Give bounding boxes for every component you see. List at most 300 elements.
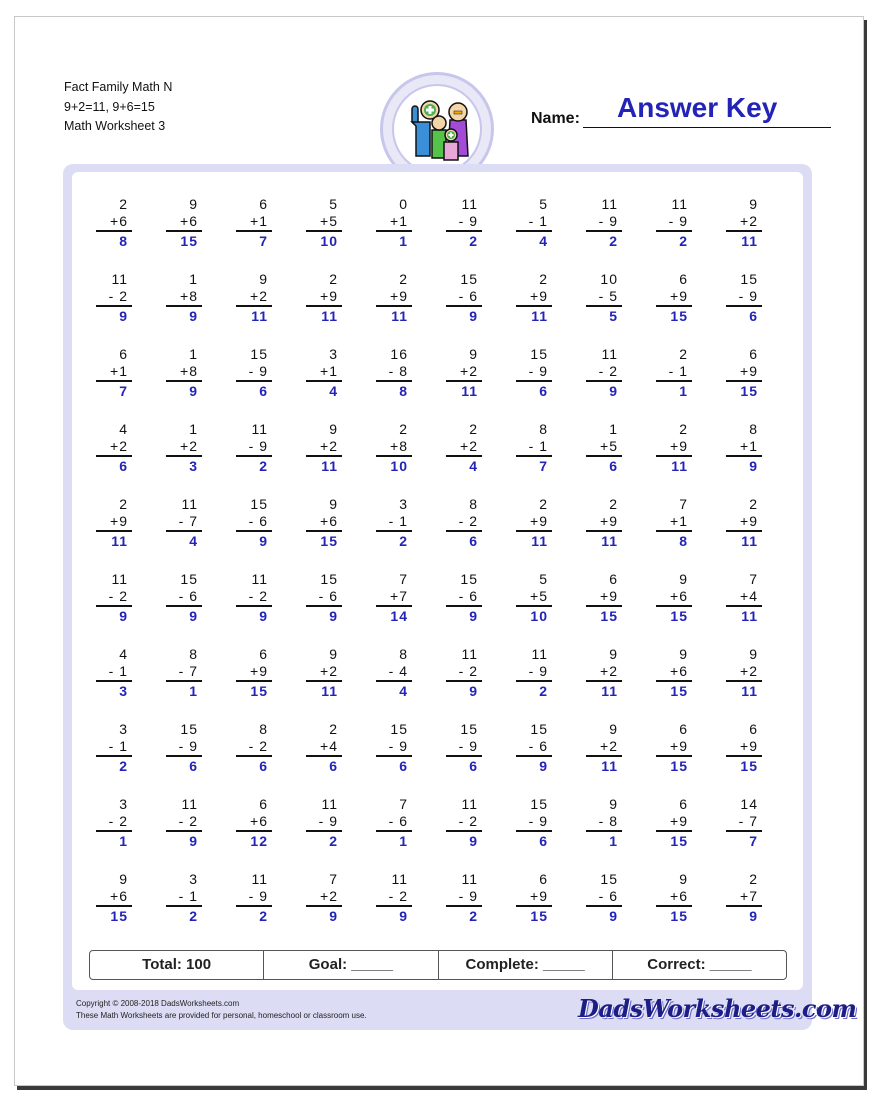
problem-rule	[726, 455, 762, 457]
problem-operator-number: +9	[250, 663, 268, 679]
problem-top-number: 2	[539, 271, 548, 287]
problem	[428, 721, 488, 779]
problem-top-number: 15	[460, 571, 478, 587]
problem-operator-number: - 9	[248, 888, 268, 904]
problem-top-number: 15	[530, 721, 548, 737]
problem	[708, 196, 768, 254]
problem-top-number: 15	[180, 721, 198, 737]
problem-answer: 6	[189, 758, 198, 774]
problem-top-number: 11	[181, 796, 198, 812]
problem-rule	[236, 830, 272, 832]
problem-row	[78, 571, 798, 631]
problem	[78, 196, 138, 254]
problem-operator-number: - 7	[738, 813, 758, 829]
problem	[428, 796, 488, 854]
problem-operator-number: +8	[390, 438, 408, 454]
problem-top-number: 11	[601, 196, 618, 212]
problem	[288, 271, 348, 329]
problem-rule	[236, 530, 272, 532]
problem-top-number: 9	[609, 796, 618, 812]
problem-operator-number: - 1	[108, 738, 128, 754]
problem-top-number: 2	[679, 421, 688, 437]
problem-operator-number: - 9	[248, 438, 268, 454]
problem	[358, 721, 418, 779]
problem-answer: 2	[399, 533, 408, 549]
problem-answer: 1	[679, 383, 688, 399]
problem-operator-number: - 8	[388, 363, 408, 379]
problem-answer: 15	[740, 383, 758, 399]
problem	[288, 496, 348, 554]
problem-answer: 9	[469, 308, 478, 324]
problem-top-number: 11	[111, 271, 128, 287]
problem-top-number: 1	[189, 421, 198, 437]
problem-top-number: 11	[531, 646, 548, 662]
problem-answer: 9	[469, 833, 478, 849]
problem	[288, 196, 348, 254]
problem	[428, 346, 488, 404]
problem-operator-number: +9	[530, 513, 548, 529]
problem-top-number: 2	[539, 496, 548, 512]
worksheet-number: Math Worksheet 3	[64, 119, 166, 133]
problem-top-number: 7	[399, 796, 408, 812]
problem-top-number: 3	[119, 721, 128, 737]
problem-top-number: 9	[609, 646, 618, 662]
problem-operator-number: - 8	[598, 813, 618, 829]
problem-rule	[656, 380, 692, 382]
problem-answer: 9	[469, 683, 478, 699]
problem-top-number: 2	[329, 271, 338, 287]
problem-operator-number: +9	[670, 813, 688, 829]
problem	[148, 346, 208, 404]
problem-top-number: 6	[539, 871, 548, 887]
problem-operator-number: +5	[320, 213, 338, 229]
problem-top-number: 9	[259, 271, 268, 287]
problem-top-number: 6	[259, 196, 268, 212]
problem-operator-number: - 9	[738, 288, 758, 304]
problem-top-number: 15	[530, 796, 548, 812]
problem-answer: 6	[329, 758, 338, 774]
problem-rule	[166, 455, 202, 457]
problem-top-number: 2	[749, 871, 758, 887]
brand-logo: DadsWorksheets.com	[578, 994, 857, 1023]
problem-rule	[306, 455, 342, 457]
problem	[148, 646, 208, 704]
problem-answer: 1	[189, 683, 198, 699]
problem-answer: 4	[189, 533, 198, 549]
problem-rule	[656, 455, 692, 457]
problem-operator-number: +9	[600, 588, 618, 604]
problem-row	[78, 346, 798, 406]
problem	[498, 421, 558, 479]
problem-answer: 2	[469, 233, 478, 249]
problem	[428, 196, 488, 254]
problem-row	[78, 196, 798, 256]
problem	[498, 346, 558, 404]
problem-answer: 11	[741, 533, 758, 549]
problem-operator-number: +1	[320, 363, 338, 379]
problem-top-number: 9	[329, 421, 338, 437]
problem-answer: 2	[469, 908, 478, 924]
problem-answer: 15	[670, 908, 688, 924]
problem-rule	[726, 830, 762, 832]
problem-operator-number: +6	[110, 213, 128, 229]
problem-operator-number: - 9	[458, 738, 478, 754]
problem-operator-number: - 2	[248, 588, 268, 604]
problem-operator-number: +6	[320, 513, 338, 529]
problem-answer: 9	[609, 908, 618, 924]
problem	[638, 496, 698, 554]
problem-rule	[376, 680, 412, 682]
problem-operator-number: - 2	[458, 513, 478, 529]
problem-answer: 11	[531, 533, 548, 549]
problem-answer: 9	[609, 383, 618, 399]
problem-rule	[96, 830, 132, 832]
problem-answer: 11	[741, 683, 758, 699]
problem-operator-number: +2	[110, 438, 128, 454]
problem-operator-number: - 2	[598, 363, 618, 379]
problem-rule	[96, 530, 132, 532]
problem-operator-number: +9	[740, 513, 758, 529]
problem-operator-number: - 9	[458, 888, 478, 904]
problem	[218, 421, 278, 479]
problem-operator-number: +5	[600, 438, 618, 454]
problem-operator-number: - 9	[318, 813, 338, 829]
problem-operator-number: - 2	[108, 288, 128, 304]
problem	[78, 346, 138, 404]
problem	[148, 271, 208, 329]
problem-answer: 4	[329, 383, 338, 399]
problem-operator-number: +6	[180, 213, 198, 229]
problem-operator-number: +2	[740, 663, 758, 679]
problem-top-number: 6	[749, 721, 758, 737]
problem-operator-number: - 2	[108, 813, 128, 829]
problem-operator-number: +9	[740, 363, 758, 379]
problem-top-number: 3	[329, 346, 338, 362]
problem	[498, 271, 558, 329]
problem-rule	[516, 305, 552, 307]
problem-answer: 7	[259, 233, 268, 249]
problem-operator-number: - 5	[598, 288, 618, 304]
problem-answer: 12	[250, 833, 268, 849]
problem	[568, 421, 628, 479]
problem-top-number: 11	[461, 646, 478, 662]
problem	[288, 421, 348, 479]
problem-top-number: 15	[180, 571, 198, 587]
problem-answer: 15	[110, 908, 128, 924]
problem-answer: 9	[749, 458, 758, 474]
problem	[148, 796, 208, 854]
problem-rule	[656, 905, 692, 907]
problem-rule	[236, 605, 272, 607]
problem-operator-number: - 2	[388, 888, 408, 904]
problem-top-number: 11	[251, 421, 268, 437]
problem-top-number: 1	[609, 421, 618, 437]
problem-rule	[726, 680, 762, 682]
problem-operator-number: +2	[740, 213, 758, 229]
worksheet-header	[64, 78, 172, 137]
problem	[78, 271, 138, 329]
problem-operator-number: - 9	[388, 738, 408, 754]
problem	[78, 571, 138, 629]
problem-rule	[586, 305, 622, 307]
problem-answer: 9	[469, 608, 478, 624]
problem-answer: 11	[671, 458, 688, 474]
problem-rule	[306, 530, 342, 532]
problem-operator-number: +2	[600, 738, 618, 754]
problem-answer: 2	[119, 758, 128, 774]
problem-answer: 14	[390, 608, 408, 624]
problem	[148, 196, 208, 254]
problem-top-number: 7	[399, 571, 408, 587]
problem-rule	[376, 830, 412, 832]
problem-top-number: 6	[609, 571, 618, 587]
problem-operator-number: +2	[460, 438, 478, 454]
problem	[428, 421, 488, 479]
problem-operator-number: +8	[180, 363, 198, 379]
problem	[358, 346, 418, 404]
problem-row	[78, 796, 798, 856]
problem-operator-number: - 2	[178, 813, 198, 829]
problem-rule	[376, 755, 412, 757]
problem-answer: 1	[399, 833, 408, 849]
problem	[148, 496, 208, 554]
problem	[638, 421, 698, 479]
problem	[498, 721, 558, 779]
problem-rule	[166, 830, 202, 832]
problem-rule	[306, 230, 342, 232]
problem-answer: 6	[469, 758, 478, 774]
problem-rule	[516, 605, 552, 607]
problem-answer: 8	[679, 533, 688, 549]
problem-rule	[166, 530, 202, 532]
problem-top-number: 11	[111, 571, 128, 587]
problem-top-number: 11	[671, 196, 688, 212]
problem-top-number: 3	[189, 871, 198, 887]
problem-top-number: 15	[460, 721, 478, 737]
problem-answer: 11	[321, 683, 338, 699]
problem-rule	[236, 905, 272, 907]
problem-operator-number: +6	[670, 663, 688, 679]
problem-rule	[446, 680, 482, 682]
problem	[288, 346, 348, 404]
problem-operator-number: - 7	[178, 513, 198, 529]
problem	[568, 496, 628, 554]
problem-answer: 6	[469, 533, 478, 549]
problem-answer: 4	[539, 233, 548, 249]
problem-answer: 15	[320, 533, 338, 549]
problem-top-number: 10	[600, 271, 618, 287]
problem-operator-number: +2	[320, 663, 338, 679]
problem-answer: 6	[539, 833, 548, 849]
problem-operator-number: +5	[530, 588, 548, 604]
problem-answer: 10	[320, 233, 338, 249]
problem-operator-number: +9	[670, 288, 688, 304]
problem-answer: 10	[390, 458, 408, 474]
problem-rule	[656, 230, 692, 232]
problem-operator-number: - 9	[528, 663, 548, 679]
problem-rule	[586, 455, 622, 457]
problem-rule	[306, 380, 342, 382]
problem-top-number: 15	[530, 346, 548, 362]
problem	[498, 571, 558, 629]
problem-operator-number: +2	[600, 663, 618, 679]
problem-answer: 5	[609, 308, 618, 324]
problem-rule	[96, 380, 132, 382]
problem-answer: 6	[609, 458, 618, 474]
problem-top-number: 2	[679, 346, 688, 362]
problem-top-number: 11	[181, 496, 198, 512]
problem	[218, 196, 278, 254]
problem-top-number: 11	[601, 346, 618, 362]
problem-operator-number: - 6	[388, 813, 408, 829]
problem	[498, 646, 558, 704]
problem-operator-number: - 9	[528, 363, 548, 379]
problem-answer: 8	[119, 233, 128, 249]
problem-operator-number: - 1	[178, 888, 198, 904]
problem-operator-number: - 6	[178, 588, 198, 604]
problem-answer: 6	[539, 383, 548, 399]
problem-answer: 11	[741, 233, 758, 249]
problem-top-number: 1	[189, 346, 198, 362]
problem	[218, 346, 278, 404]
problem	[498, 496, 558, 554]
usage-notice: These Math Worksheets are provided for personal, homeschool or classroom use.	[76, 1011, 367, 1020]
problem-top-number: 7	[749, 571, 758, 587]
problem-top-number: 1	[189, 271, 198, 287]
problem-rule	[166, 755, 202, 757]
problem-top-number: 6	[119, 346, 128, 362]
problem-rule	[376, 305, 412, 307]
problem-rule	[446, 605, 482, 607]
problem-answer: 7	[119, 383, 128, 399]
problem-operator-number: - 9	[248, 363, 268, 379]
problem-rule	[446, 905, 482, 907]
problem-rule	[376, 905, 412, 907]
problem-answer: 7	[539, 458, 548, 474]
problem-rule	[516, 530, 552, 532]
problem-rule	[166, 680, 202, 682]
problem	[358, 496, 418, 554]
problem	[218, 721, 278, 779]
problem-rule	[236, 455, 272, 457]
problem-row	[78, 421, 798, 481]
problem	[218, 496, 278, 554]
problem-rule	[656, 605, 692, 607]
problem-operator-number: - 9	[598, 213, 618, 229]
problem	[288, 871, 348, 929]
problem-rule	[306, 305, 342, 307]
problem-top-number: 2	[399, 271, 408, 287]
problem-top-number: 16	[390, 346, 408, 362]
problem-rule	[446, 530, 482, 532]
problem-rule	[446, 455, 482, 457]
problem-answer: 2	[259, 458, 268, 474]
copyright-line: Copyright © 2008-2018 DadsWorksheets.com	[76, 999, 240, 1008]
problem-rule	[166, 230, 202, 232]
problem-operator-number: +1	[390, 213, 408, 229]
problem	[708, 421, 768, 479]
problem-row	[78, 721, 798, 781]
problem	[498, 796, 558, 854]
problem	[708, 496, 768, 554]
problem	[78, 721, 138, 779]
problem-answer: 11	[321, 458, 338, 474]
problem	[638, 196, 698, 254]
problem	[358, 571, 418, 629]
answer-key-label: Answer Key	[617, 92, 778, 123]
problem-answer: 9	[749, 908, 758, 924]
problem-answer: 2	[259, 908, 268, 924]
problem-rule	[656, 830, 692, 832]
problem-operator-number: +1	[740, 438, 758, 454]
problem-top-number: 8	[539, 421, 548, 437]
problem-operator-number: - 9	[668, 213, 688, 229]
problem	[428, 871, 488, 929]
problem-rule	[446, 380, 482, 382]
problem-answer: 4	[469, 458, 478, 474]
problem	[498, 196, 558, 254]
problem-operator-number: +2	[320, 438, 338, 454]
problem	[218, 571, 278, 629]
problem	[148, 421, 208, 479]
problem-rule	[726, 305, 762, 307]
problem	[148, 871, 208, 929]
problem-top-number: 14	[740, 796, 758, 812]
problem-top-number: 11	[461, 871, 478, 887]
problem	[78, 496, 138, 554]
problem-operator-number: +4	[320, 738, 338, 754]
problem-operator-number: +6	[670, 588, 688, 604]
problem	[708, 796, 768, 854]
problem-answer: 2	[329, 833, 338, 849]
problem-answer: 8	[399, 383, 408, 399]
problem-answer: 9	[539, 758, 548, 774]
problem-answer: 6	[399, 758, 408, 774]
problem	[288, 796, 348, 854]
problem	[78, 421, 138, 479]
problem-top-number: 9	[609, 721, 618, 737]
problem-rule	[96, 605, 132, 607]
problem-answer: 1	[399, 233, 408, 249]
problem-rule	[446, 755, 482, 757]
problem-operator-number: +8	[180, 288, 198, 304]
problem-operator-number: +1	[110, 363, 128, 379]
problem-rule	[96, 905, 132, 907]
problem-operator-number: - 9	[178, 738, 198, 754]
problem-rule	[586, 905, 622, 907]
problem-rule	[446, 230, 482, 232]
problem	[568, 796, 628, 854]
problem-answer: 6	[749, 308, 758, 324]
problem-operator-number: - 9	[528, 813, 548, 829]
problem-rule	[376, 230, 412, 232]
problem-top-number: 9	[749, 196, 758, 212]
problem-top-number: 5	[539, 571, 548, 587]
problem	[78, 646, 138, 704]
problem-top-number: 15	[740, 271, 758, 287]
problem-rule	[586, 530, 622, 532]
problem-rule	[656, 305, 692, 307]
problem	[708, 646, 768, 704]
problem-top-number: 11	[461, 796, 478, 812]
problem-answer: 9	[189, 608, 198, 624]
problem	[78, 796, 138, 854]
problem-answer: 7	[749, 833, 758, 849]
problem-top-number: 2	[399, 421, 408, 437]
problem-answer: 15	[530, 908, 548, 924]
problem-operator-number: +6	[670, 888, 688, 904]
problem	[428, 646, 488, 704]
